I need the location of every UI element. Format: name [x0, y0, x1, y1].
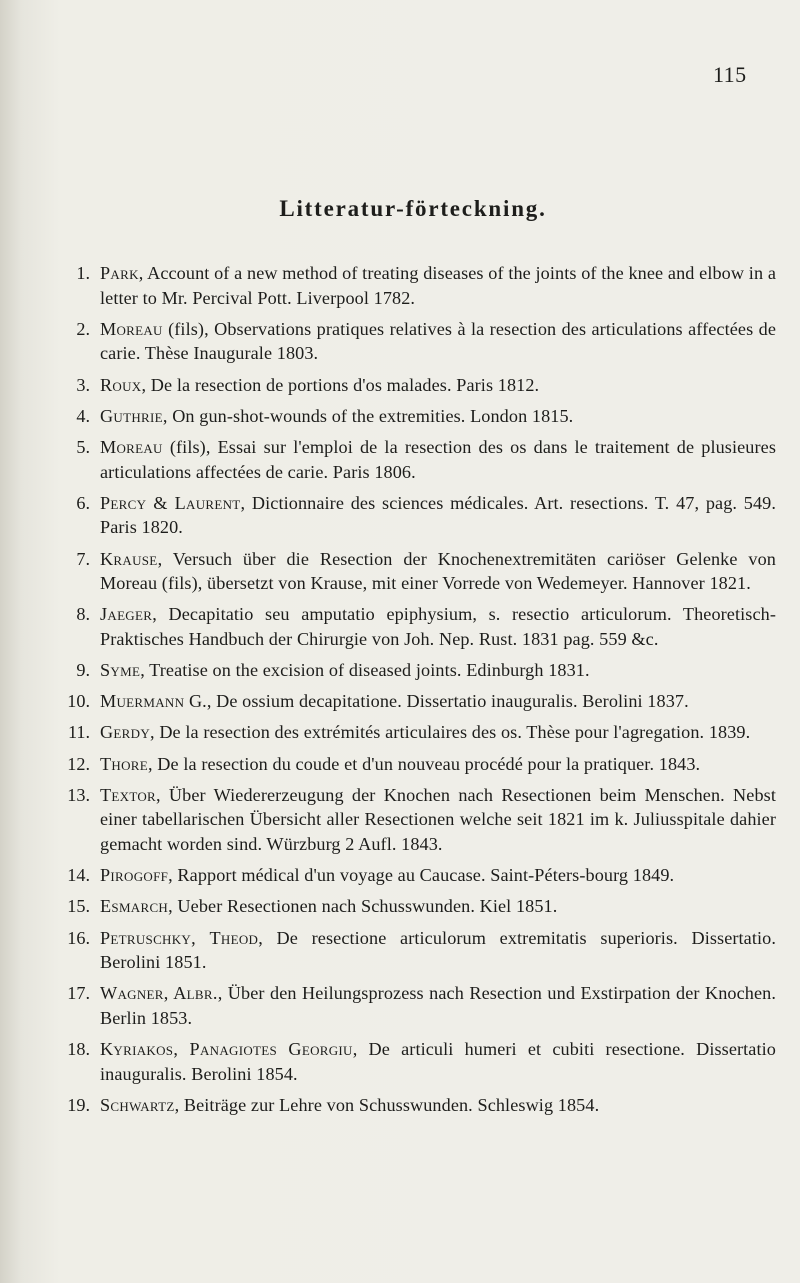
reference-number: 8. [76, 604, 90, 625]
reference-number: 16. [67, 927, 90, 948]
reference-author: Jaeger [100, 604, 153, 625]
reference-text: , Treatise on the excision of diseased joints. Edinburgh 1831. [140, 660, 590, 681]
reference-entry [56, 981, 776, 1030]
reference-author: Moreau [100, 318, 163, 339]
reference-author: Syme [100, 660, 141, 681]
reference-entry [56, 783, 776, 857]
reference-text: , On gun-shot-wounds of the extremities. London 1815. [162, 405, 574, 426]
reference-number: 18. [67, 1039, 90, 1060]
reference-author: Roux [100, 374, 142, 395]
reference-number: 12. [67, 753, 90, 774]
reference-entry [56, 658, 776, 683]
reference-text: , Ueber Resectionen nach Schusswunden. Kiel 1851. [168, 896, 558, 917]
reference-number: 7. [76, 548, 90, 569]
reference-author: Guthrie [100, 405, 163, 426]
reference-entry [56, 404, 776, 429]
reference-author: Gerdy [100, 722, 151, 743]
reference-number: 10. [67, 691, 90, 712]
reference-number: 3. [76, 374, 90, 395]
reference-text: (fils), Observations pratiques relatives à la resection des articulations affectées de carie. Thèse Inaugurale 1803. [100, 318, 776, 364]
reference-author: Moreau [100, 436, 163, 457]
reference-text: , Über den Heilungsprozess nach Resection und Exstirpation der Knochen. Berlin 1853. [100, 983, 776, 1028]
reference-text: (fils), Essai sur l'emploi de la resection des os dans le traitement de plusieures articulations affectées de carie. Paris 1806. [100, 436, 776, 482]
reference-entry [56, 373, 776, 398]
reference-text: , De resectione articulorum extremitatis superioris. Dissertatio. Berolini 1851. [100, 927, 776, 973]
reference-number: 9. [76, 660, 90, 681]
reference-number: 17. [67, 983, 90, 1004]
reference-number: 14. [67, 865, 90, 886]
reference-author: Textor [100, 784, 157, 805]
reference-number: 1. [76, 263, 90, 283]
reference-entry [56, 689, 776, 714]
reference-author: Pirogoff [100, 865, 169, 886]
reference-entry [56, 602, 776, 651]
reference-author: Wagner, Albr. [100, 983, 218, 1004]
reference-author: Park [100, 263, 139, 283]
reference-list [56, 261, 776, 1124]
reference-author: Muermann [100, 691, 185, 712]
reference-entry [56, 317, 776, 366]
reference-text: , Versuch über die Resection der Knochenextremitäten cariöser Gelenke von Moreau (fils), übersetzt von Krause, mit einer Vorrede von Wedemeyer. Hannover 1821. [100, 548, 776, 594]
reference-entry [56, 491, 776, 540]
reference-author: Krause [100, 548, 158, 569]
reference-author: Schwartz [100, 1094, 175, 1115]
reference-text: , De articuli humeri et cubiti resectione. Dissertatio inauguralis. Berolini 1854. [100, 1039, 776, 1084]
reference-entry [56, 863, 776, 888]
reference-number: 11. [67, 722, 90, 743]
reference-text: , Beiträge zur Lehre von Schusswunden. Schleswig 1854. [174, 1094, 600, 1115]
reference-number: 15. [67, 896, 90, 917]
reference-text: , De la resection du coude et d'un nouveau procédé pour la pratiquer. 1843. [148, 753, 701, 774]
reference-author: Esmarch [100, 896, 169, 917]
reference-number: 6. [76, 492, 90, 513]
reference-entry [56, 547, 776, 596]
reference-entry [56, 926, 776, 975]
reference-text: , Über Wiedererzeugung der Knochen nach Resectionen beim Menschen. Nebst einer tabellarischen Übersicht aller Resectionen welche seit 1821 im k. Juliusspitale dahier gemacht worden sind. Würzburg 2 Aufl. 1843. [100, 784, 776, 854]
reference-number: 5. [76, 436, 90, 457]
reference-entry [56, 261, 776, 310]
reference-number: 2. [76, 318, 90, 339]
page-number: 115 [713, 62, 747, 87]
reference-text: , Decapitatio seu amputatio epiphysium, s. resectio articulorum. Theoretisch-Praktisches Handbuch der Chirurgie von Joh. Nep. Rust. 1831 pag. 559 &c. [100, 604, 776, 649]
reference-text: , Rapport médical d'un voyage au Caucase. Saint-Péters-bourg 1849. [168, 865, 675, 886]
reference-number: 19. [67, 1094, 90, 1115]
reference-text: G., De ossium decapitatione. Dissertatio inauguralis. Berolini 1837. [184, 691, 689, 712]
reference-author: Thore [100, 753, 148, 774]
reference-entry [56, 894, 776, 919]
reference-author: Percy & Laurent [100, 492, 241, 513]
reference-text: , De la resection de portions d'os malades. Paris 1812. [141, 374, 540, 395]
reference-number: 4. [76, 405, 90, 426]
reference-author: Kyriakos, Panagiotes Georgiu [100, 1039, 353, 1060]
reference-author: Petruschky, Theod [100, 927, 259, 948]
reference-entry [56, 435, 776, 484]
reference-entry [56, 720, 776, 745]
reference-entry [56, 1093, 776, 1118]
reference-entry [56, 752, 776, 777]
reference-text: , Account of a new method of treating diseases of the joints of the knee and elbow in a letter to Mr. Percival Pott. Liverpool 1782. [100, 263, 776, 308]
page-title: Litteratur-förteckning. [279, 196, 547, 221]
reference-number: 13. [67, 784, 90, 805]
reference-entry [56, 1037, 776, 1086]
reference-text: , Dictionnaire des sciences médicales. Art. resections. T. 47, pag. 549. Paris 1820. [100, 492, 776, 538]
reference-text: , De la resection des extrémités articulaires des os. Thèse pour l'agregation. 1839. [150, 722, 751, 743]
